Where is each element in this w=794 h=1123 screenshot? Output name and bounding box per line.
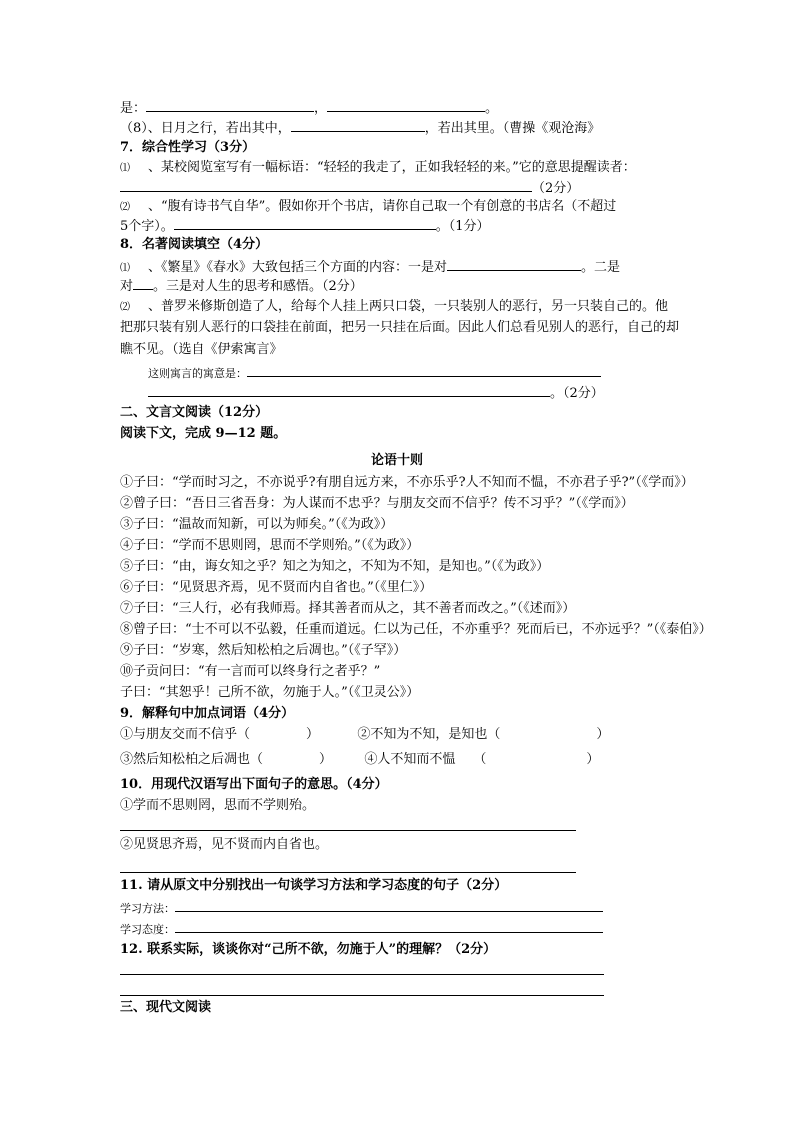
question-text: 。三是对人生的思考和感悟。（2分） bbox=[153, 279, 363, 294]
passage-line: ②曾子曰：“吾日三省吾身：为人谋而不忠乎？与朋友交而不信乎？传不习乎？”（《学而》） bbox=[120, 496, 634, 511]
blank-input[interactable] bbox=[175, 898, 603, 912]
question-10-b: ②见贤思齐焉，见不贤而内自省也。 bbox=[120, 837, 329, 852]
question-7-2 bbox=[120, 198, 616, 217]
question-8-2-line2: 把那只装有别人恶行的口袋挂在前面，把另一只挂在后面。因此人们总看见别人的恶行，自己的却 bbox=[120, 320, 680, 335]
question-text: 。二是 bbox=[581, 260, 621, 275]
item-number: ⑵ bbox=[120, 302, 130, 313]
question-9-row-1 bbox=[120, 726, 609, 744]
label: 。 bbox=[485, 101, 499, 116]
blank-input[interactable] bbox=[291, 118, 425, 132]
blank-input[interactable] bbox=[174, 216, 436, 230]
score: 。（1分） bbox=[435, 219, 490, 234]
passage-line: ⑨子曰：“岁寒，然后知松柏之后凋也。”（《子罕》） bbox=[120, 643, 407, 658]
fill-line-1 bbox=[120, 98, 498, 118]
question-text: 对 bbox=[120, 279, 134, 294]
item-number: ⑴ bbox=[120, 263, 130, 274]
label: 是： bbox=[120, 101, 147, 116]
answer-line[interactable] bbox=[120, 974, 604, 975]
question-9-row-2 bbox=[120, 751, 599, 769]
question-11-title: 11. 请从原文中分别找出一句谈学习方法和学习态度的句子（2分） bbox=[120, 878, 508, 893]
passage-line: ①子曰：“学而时习之，不亦说乎?有朋自远方来，不亦乐乎?人不知而不愠，不亦君子乎?”（《学而》） bbox=[120, 475, 694, 490]
passage-title: 论语十则 bbox=[370, 453, 423, 468]
passage-line: ④子曰：“学而不思则罔，思而不学则殆。”（《为政》） bbox=[120, 538, 420, 553]
part-2-instruction: 阅读下文，完成 9—12 题。 bbox=[120, 426, 287, 441]
label: ，若出其里。（曹操《观沧海》 bbox=[424, 121, 601, 136]
section-7-title: 7．综合性学习（3分） bbox=[120, 140, 256, 155]
answer-line[interactable] bbox=[120, 830, 576, 831]
blank-input[interactable] bbox=[247, 363, 601, 377]
section-8-title: 8．名著阅读填空（4分） bbox=[120, 237, 269, 252]
blank-input[interactable] bbox=[148, 383, 550, 397]
question-11-attitude bbox=[120, 919, 603, 939]
part-3-title: 三、现代文阅读 bbox=[120, 1000, 212, 1015]
paren: ） bbox=[306, 727, 320, 742]
question-text: 、某校阅览室写有一幅标语：“轻轻的我走了，正如我轻轻的来。”它的意思提醒读者： bbox=[148, 160, 636, 175]
answer-line-8-2 bbox=[148, 383, 604, 403]
paren: ） bbox=[319, 752, 333, 767]
question-11-method bbox=[120, 898, 603, 918]
question-text: 5个字）。 bbox=[120, 219, 174, 234]
paren: ） bbox=[596, 727, 610, 742]
question-8-2-prompt bbox=[148, 363, 601, 383]
question-text: ①与朋友交而不信乎（ bbox=[120, 727, 251, 742]
question-12-title: 12. 联系实际，谈谈你对“己所不欲，勿施于人”的理解？（2分） bbox=[120, 942, 497, 957]
question-text: ③然后知松柏之后凋也（ bbox=[120, 752, 264, 767]
score: （2分） bbox=[532, 181, 580, 196]
passage-line: 子曰：“其恕乎！己所不欲，勿施于人。”（《卫灵公》） bbox=[120, 685, 420, 700]
part-2-title: 二、文言文阅读（12分） bbox=[120, 405, 269, 420]
question-10-title: 10．用现代汉语写出下面句子的意思。（4分） bbox=[120, 777, 388, 792]
question-10-a: ①学而不思则罔，思而不学则殆。 bbox=[120, 798, 316, 813]
question-8-1-cont bbox=[120, 276, 363, 296]
question-text: ②不知为不知，是知也（ bbox=[357, 727, 501, 742]
label: ， bbox=[314, 101, 328, 116]
blank-input[interactable] bbox=[146, 98, 314, 112]
paren: ） bbox=[586, 752, 600, 767]
answer-line[interactable] bbox=[120, 872, 576, 873]
fill-line-2 bbox=[120, 118, 600, 138]
passage-line: ③子曰：“温故而知新，可以为师矣。”（《为政》） bbox=[120, 517, 394, 532]
question-8-2 bbox=[120, 298, 668, 317]
item-number: ⑵ bbox=[120, 202, 130, 213]
prompt-label: 这则寓言的寓意是： bbox=[148, 367, 247, 380]
passage-line: ⑧曾子曰：“士不可以不弘毅，任重而道远。仁以为己任，不亦重乎？死而后已，不亦远乎？”（《泰伯》） bbox=[120, 622, 712, 637]
question-7-1 bbox=[120, 159, 636, 178]
question-text: ④人不知而不愠 bbox=[364, 752, 456, 767]
blank-input[interactable] bbox=[447, 257, 581, 271]
paren: （ bbox=[473, 752, 487, 767]
label: （8）、日月之行，若出其中， bbox=[120, 121, 291, 136]
blank-input[interactable] bbox=[133, 276, 153, 290]
question-8-2-line3: 瞧不见。（选自《伊索寓言》 bbox=[120, 342, 283, 357]
passage-line: ⑥子曰：“见贤思齐焉，见不贤而内自省也。”（《里仁》） bbox=[120, 580, 433, 595]
answer-line-7-1 bbox=[120, 178, 579, 198]
question-text: 、《繁星》《春水》大致包括三个方面的内容：一是对 bbox=[148, 260, 448, 275]
question-text: 、普罗米修斯创造了人，给每个人挂上两只口袋，一只装别人的恶行，另一只装自己的。他 bbox=[148, 299, 669, 314]
blank-input[interactable] bbox=[120, 178, 532, 192]
blank-input[interactable] bbox=[327, 98, 485, 112]
question-9-title: 9．解释句中加点词语（4分） bbox=[120, 706, 295, 721]
score: 。（2分） bbox=[550, 386, 604, 401]
passage-line: ⑩子贡问曰：“有一言而可以终身行之者乎？” bbox=[120, 664, 381, 679]
prompt-label: 学习方法： bbox=[120, 902, 175, 915]
prompt-label: 学习态度： bbox=[120, 923, 175, 936]
passage-line: ⑦子曰：“三人行，必有我师焉。择其善者而从之，其不善者而改之。”（《述而》） bbox=[120, 601, 576, 616]
question-8-1 bbox=[120, 257, 620, 278]
blank-input[interactable] bbox=[175, 919, 603, 933]
item-number: ⑴ bbox=[120, 163, 130, 174]
answer-line-7-2 bbox=[120, 216, 490, 236]
question-text: 、“腹有诗书气自华”。假如你开个书店，请你自己取一个有创意的书店名（不超过 bbox=[148, 199, 617, 214]
answer-line[interactable] bbox=[120, 995, 604, 996]
passage-line: ⑤子曰：“由，诲女知之乎？知之为知之，不知为不知，是知也。”（《为政》） bbox=[120, 559, 550, 574]
